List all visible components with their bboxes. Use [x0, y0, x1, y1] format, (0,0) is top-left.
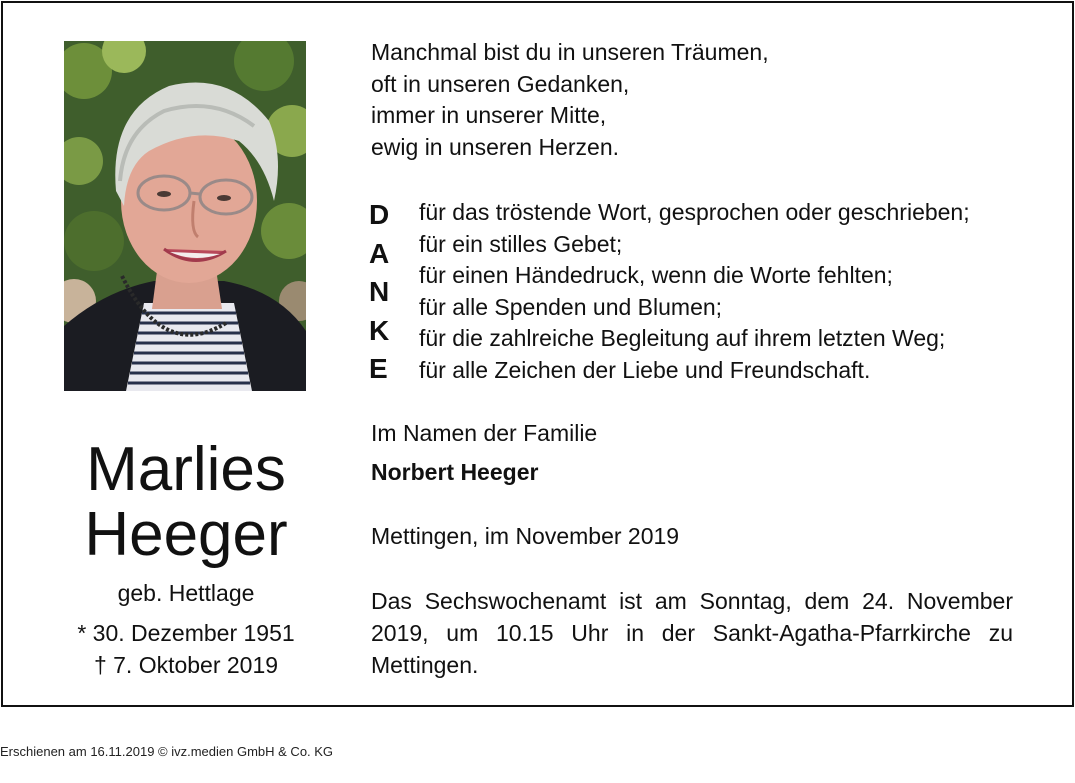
danke-letter: E: [369, 353, 388, 385]
poem-line: Manchmal bist du in unseren Träumen,: [371, 39, 769, 65]
danke-letter: D: [369, 199, 390, 230]
poem-line: ewig in unseren Herzen.: [371, 133, 620, 160]
portrait-photo: [64, 41, 306, 391]
danke-acrostic: [369, 196, 401, 389]
poem: [371, 37, 769, 163]
thanks-line: für ein stilles Gebet;: [419, 230, 623, 257]
born-name: geb. Hettlage: [117, 580, 255, 606]
thanks-line: für alle Zeichen der Liebe und Freundschaft.: [419, 356, 871, 383]
birth-date: * 30. Dezember 1951: [77, 620, 295, 646]
place-date: Mettingen, im November 2019: [371, 523, 680, 549]
thanks-list: [419, 197, 970, 386]
deceased-first-name: Marlies: [86, 435, 286, 504]
death-date: † 7. Oktober 2019: [93, 652, 279, 678]
danke-letter: A: [369, 237, 390, 269]
thanks-line: für das tröstende Wort, gesprochen oder geschrieben;: [419, 199, 970, 225]
thanks-line: für einen Händedruck, wenn die Worte fehlten;: [419, 262, 893, 288]
obituary-card: [1, 1, 1074, 707]
publication-footer: Erschienen am 16.11.2019 © ivz.medien GmbH & Co. KG: [0, 744, 334, 759]
poem-line: oft in unseren Gedanken,: [371, 70, 630, 97]
signature-intro: Im Namen der Familie: [371, 420, 598, 446]
danke-letter: K: [369, 314, 390, 346]
poem-line: immer in unserer Mitte,: [371, 102, 607, 128]
danke-letter: N: [369, 276, 390, 308]
signature-name: Norbert Heeger: [371, 459, 539, 485]
service-notice: Das Sechswochenamt ist am Sonntag, dem 24. November 2019, um 10.15 Uhr in der Sankt-Agatha-Pfarrkirche zu Mettingen.: [371, 588, 1013, 678]
thanks-line: für die zahlreiche Begleitung auf ihrem letzten Weg;: [419, 325, 946, 351]
deceased-last-name: Heeger: [84, 500, 288, 569]
thanks-line: für alle Spenden und Blumen;: [419, 293, 723, 320]
